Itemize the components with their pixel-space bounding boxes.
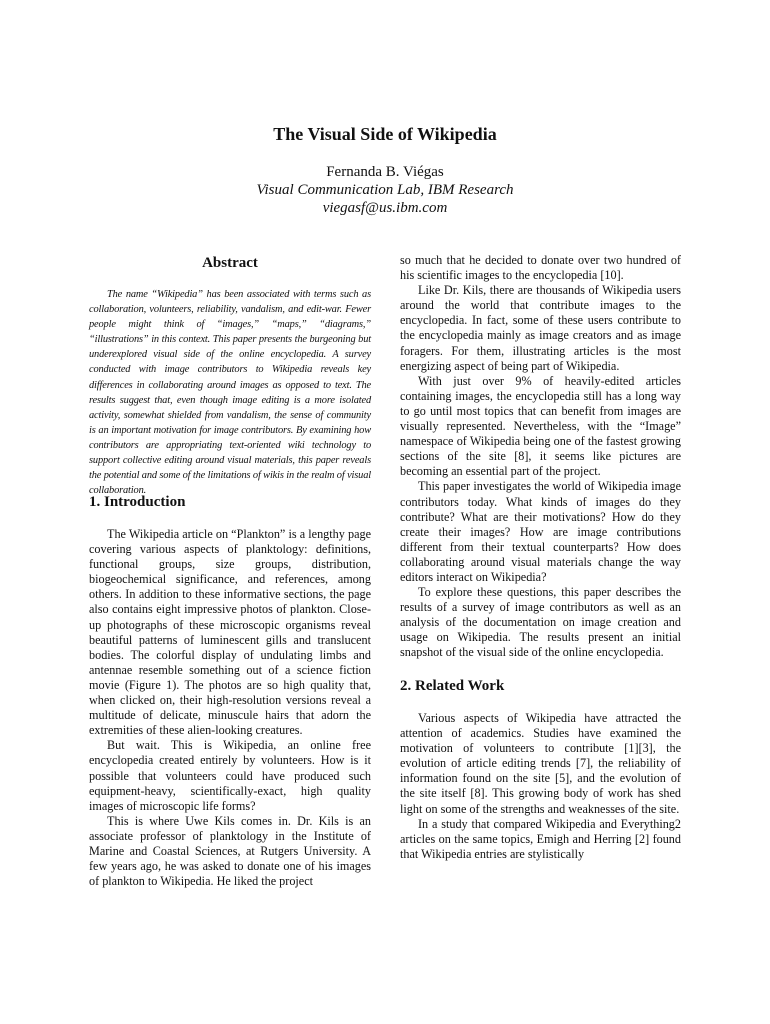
paragraph: Various aspects of Wikipedia have attracted the attention of academics. Studies have examined the motivation of volunteers to contribute [1][3], the evolution of article editing trends [7], the reliability of information found on the site [5], and the evolution of the site itself [8]. This growing body of work has shed light on some of the strengths and weaknesses of the site. bbox=[400, 711, 681, 816]
introduction-continued bbox=[400, 253, 681, 661]
paragraph: To explore these questions, this paper describes the results of a survey of image contributors as well as an analysis of the documentation on image creation and usage on Wikipedia. The results present an initial snapshot of the visual side of the online encyclopedia. bbox=[400, 585, 681, 660]
related-work-heading: 2. Related Work bbox=[400, 678, 505, 694]
introduction-heading: 1. Introduction bbox=[89, 494, 186, 510]
paragraph: In a study that compared Wikipedia and Everything2 articles on the same topics, Emigh and Herring [2] found that Wikipedia entries are stylistically bbox=[400, 816, 681, 861]
paragraph: The Wikipedia article on “Plankton” is a lengthy page covering various aspects of planktology: definitions, functional groups, size groups, distribution, biogeochemical significance, and references, among others. In addition to these informative sections, the page also contains eight impressive photos of plankton. Close-up photographs of these microscopic organisms reveal beautiful patterns of luminescent gills and translucent bodies. The colorful display of undulating limbs and antennae resemble something out of a science fiction movie (Figure 1). The photos are so high quality that, when clicked on, their high-resolution versions reveal a multitude of delicate, minuscule hairs that adorn the extremities of these alien-looking creatures. bbox=[89, 527, 371, 738]
paragraph: With just over 9% of heavily-edited articles containing images, the encyclopedia still has a long way to go until most topics that can benefit from images are visually represented. Nevertheless, with the “Image” namespace of Wikipedia being one of the fastest growing sections of the site [8], it seems like pictures are becoming an essential part of the project. bbox=[400, 373, 681, 479]
paragraph: so much that he decided to donate over two hundred of his scientific images to the encyclopedia [10]. bbox=[400, 253, 681, 283]
author-email: viegasf@us.ibm.com bbox=[322, 200, 448, 216]
paragraph: But wait. This is Wikipedia, an online free encyclopedia created entirely by volunteers. How is it possible that volunteers could have produced such equipment-heavy, scientifically-exact, high quality images of microscopic life forms? bbox=[89, 738, 371, 813]
paper-title: The Visual Side of Wikipedia bbox=[273, 124, 497, 144]
abstract-text: The name “Wikipedia” has been associated with terms such as collaboration, volunteers, reliability, vandalism, and edit-war. Fewer people might think of “images,” “maps,” “diagrams,” “illustrations” in this context. This paper presents the burgeoning but underexplored visual side of the online encyclopedia. A survey conducted with image contributors to Wikipedia reveals key differences in collaborating around images as opposed to text. The results suggest that, even though image editing is a more isolated activity, somewhat shielded from vandalism, the sense of community is an important motivation for image contributors. By examining how contributors are appropriating text-oriented wiki technology to support collective editing around visual materials, this paper reveals the potential and some of the limitations of wikis in the realm of visual collaboration. bbox=[89, 289, 371, 497]
paragraph: This is where Uwe Kils comes in. Dr. Kils is an associate professor of planktology in the Institute of Marine and Coastal Sciences, at Rutgers University. A few years ago, he was asked to donate one of his images of plankton to Wikipedia. He liked the project bbox=[89, 813, 371, 889]
paragraph: This paper investigates the world of Wikipedia image contributors today. What kinds of images do they contribute? What are their motivations? How do they create their images? How are image contributions different from their textual counterparts? How does collaborating around visual materials change the way editors interact on Wikipedia? bbox=[400, 479, 681, 584]
related-work-body bbox=[400, 711, 681, 862]
author-affiliation: Visual Communication Lab, IBM Research bbox=[256, 182, 514, 198]
paragraph: Like Dr. Kils, there are thousands of Wikipedia users around the world that contribute images to the encyclopedia. In fact, some of these users contribute to the encyclopedia mainly as image creators and as image foragers. For them, illustrating articles is the most energizing aspect of being part of Wikipedia. bbox=[400, 283, 681, 373]
introduction-body bbox=[89, 527, 371, 889]
abstract-heading: Abstract bbox=[202, 255, 258, 271]
author-name: Fernanda B. Viégas bbox=[326, 164, 444, 180]
